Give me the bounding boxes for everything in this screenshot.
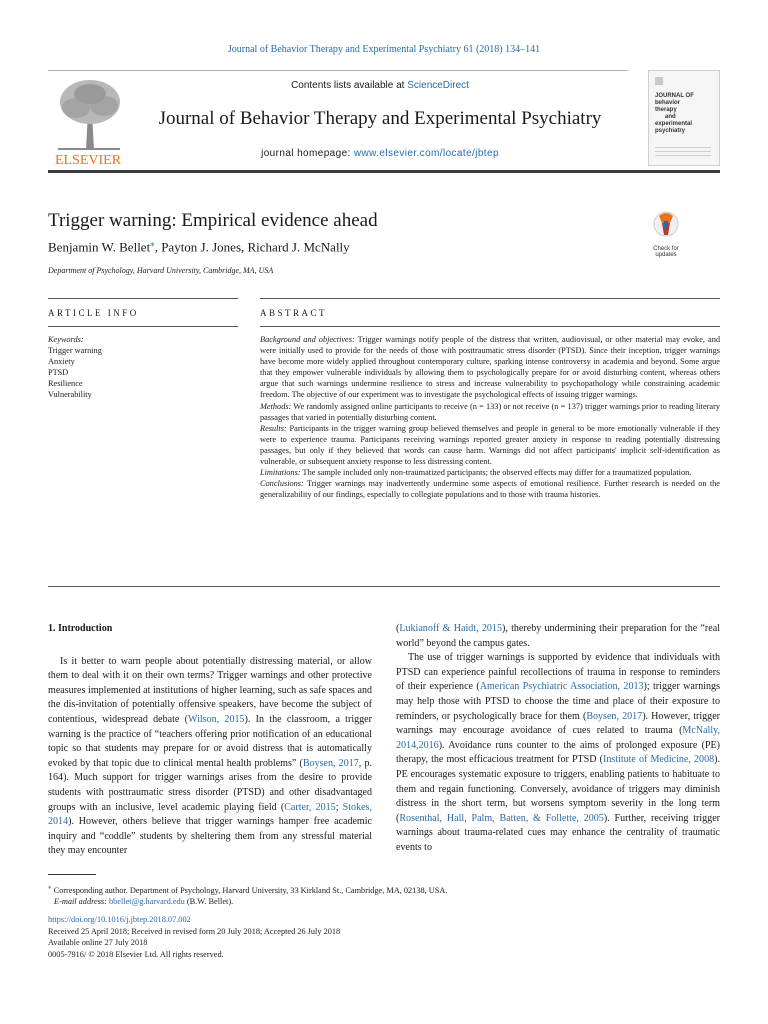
masthead-bottom-rule <box>48 170 720 173</box>
journal-title: Journal of Behavior Therapy and Experimental Psychiatry <box>158 108 602 129</box>
keywords-block <box>48 334 102 400</box>
journal-homepage <box>140 148 620 159</box>
abstract-section-text: Participants in the trigger warning group believed themselves and people in general to be more emotionally vulnerable if they were to experience trauma. Participants receiving warnings reported greater anxiety in response to reading potentially distressing passages, but only if they believed that words can cause harm. Warnings did not affect participants' implicit self-identification as vulnerable, or subsequent anxiety response to less distressing content. <box>260 423 720 467</box>
author-list <box>48 238 350 255</box>
masthead-top-rule <box>48 70 628 71</box>
keywords-label: Keywords: <box>48 335 84 344</box>
abstract-section-label: Limitations: <box>260 468 301 478</box>
body-text: ). However, others believe that trigger warnings hamper free academic inquiry and “coddle” students by sheltering them from any stressful material they may encounter <box>48 816 372 857</box>
article-info-heading-rule <box>48 326 238 327</box>
abstract-bottom-rule <box>48 586 720 587</box>
doi-link[interactable]: https://doi.org/10.1016/j.jbtep.2018.07.002 <box>48 915 191 924</box>
affiliation: Department of Psychology, Harvard University, Cambridge, MA, USA <box>48 266 274 275</box>
article-info-heading: ARTICLE INFO <box>48 308 139 318</box>
keyword-list <box>48 345 102 400</box>
citation-link[interactable]: Institute of Medicine, 2008 <box>602 754 715 766</box>
body-paragraph <box>396 651 720 855</box>
cover-title-line: JOURNAL OF <box>655 93 694 99</box>
abstract-section-text: We randomly assigned online participants to receive (n = 133) or not receive (n = 137) trigger warnings prior to reading literary passages that varied in potentially disturbing content. <box>260 401 720 422</box>
cover-title <box>655 93 715 135</box>
copyright: 0005-7916/ © 2018 Elsevier Ltd. All rights reserved. <box>48 949 224 959</box>
abstract-section-text: The sample included only non-traumatized participants; the observed effects may differ for a traumatized population. <box>300 468 692 478</box>
body-text: ); trigger warnings may help those with PTSD to choose the time and place of their exposure to reminders, or psychologically brace for them ( <box>396 681 720 722</box>
online-date: Available online 27 July 2018 <box>48 938 148 948</box>
elsevier-logo[interactable] <box>48 72 128 168</box>
journal-cover-thumbnail[interactable] <box>648 70 720 166</box>
abstract-section-text: Trigger warnings notify people of the distress that written, audiovisual, or other material may evoke, and were initially used to provide for the needs of those with posttraumatic stress disorder (PTSD). Since their inception, trigger warnings have become more widely applied throughout contemporary culture, sparking intense controversy in academia and beyond. Some argue that they empower vulnerable individuals by allowing them to psychologically prepare for or avoid disturbing content, whereas others argue that such warnings undermine resilience to stress and increase vulnerability to psychopathology while constraining academic freedom. The objective of our experiment was to investigate the psychological effects of issuing trigger warnings. <box>260 335 721 400</box>
check-for-updates-button[interactable] <box>648 211 684 258</box>
body-text: ). PE encourages systematic exposure to triggers, enabling patients to habituate to them and regain functioning. Conversely, avoidance of triggers may diminish distress in the short term, but worsens symptom severity in the long term ( <box>396 754 720 824</box>
keyword: Anxiety <box>48 357 75 366</box>
author-name[interactable]: Benjamin W. Bellet <box>48 239 151 255</box>
keyword: Vulnerability <box>48 390 92 399</box>
body-paragraph <box>48 655 372 859</box>
email-label: E-mail address: <box>54 896 109 906</box>
body-text: ). However, trigger warnings may encourage avoidance of cues related to trauma ( <box>396 710 721 737</box>
abstract-section <box>260 423 720 467</box>
svg-text:ELSEVIER: ELSEVIER <box>54 153 122 168</box>
abstract-section <box>260 467 720 478</box>
body-text: , p. 164). Much support for trigger warnings arises from the desire to provide students with posttraumatic stress disorder (PTSD) and other disadvantaged groups with an inclusive, level academic playing field ( <box>48 757 372 813</box>
author-names-rest[interactable]: , Payton J. Jones, Richard J. McNally <box>154 239 350 255</box>
keyword: Resilience <box>48 379 83 388</box>
abstract-heading: ABSTRACT <box>260 308 328 318</box>
article-info-top-rule <box>48 298 238 299</box>
abstract-section <box>260 401 720 423</box>
citation-link[interactable]: American Psychiatric Association, 2013 <box>479 681 644 693</box>
abstract-section-label: Methods: <box>260 401 292 411</box>
section-heading-introduction: 1. Introduction <box>48 623 113 634</box>
body-text: ). Further, receiving trigger warnings about trauma-related cues may enhance the centrality of traumatic events to <box>396 812 720 853</box>
body-text: ; <box>335 801 343 813</box>
abstract-top-rule <box>260 298 720 299</box>
abstract-section <box>260 334 720 401</box>
cover-title-line: and <box>665 114 676 120</box>
body-text: The use of trigger warnings is supported by evidence that individuals with PTSD can experience painful recollections of trauma in response to reminders of their experience ( <box>396 652 720 693</box>
body-paragraph <box>396 622 720 651</box>
abstract-section-text: Trigger warnings may inadvertently undermine some aspects of emotional resilience. Further research is needed on the generalizability of our findings, especially to collegiate populations and to those with trauma histories. <box>260 479 720 500</box>
cover-title-line: behavior <box>655 100 681 106</box>
body-column-left <box>48 622 372 859</box>
cover-title-line: psychiatry <box>655 128 686 134</box>
abstract-body <box>260 334 720 500</box>
cover-title-line: therapy <box>655 107 677 113</box>
citation-link[interactable]: Wilson, 2015 <box>188 713 245 725</box>
body-text: ). In the classroom, a trigger warning is the practice of “teachers offering prior notification of an educational topic so that students may prepare for or avoid distress that is automatically evoked by that topic due to clinical mental health problems” ( <box>48 713 372 769</box>
body-text: Is it better to warn people about potentially distressing material, or allow them to deal with it on their own terms? Trigger warnings and other protective measures implemented at institutions of higher learning, such as safe spaces and the dis-invitation of potentially offensive speakers, have become the subject of contentious, widespread debate ( <box>48 655 372 725</box>
cover-title-line: experimental <box>655 121 693 127</box>
article-title: Trigger warning: Empirical evidence ahead <box>48 210 378 231</box>
citation-link[interactable]: Stokes, 2014 <box>48 801 372 828</box>
received-dates: Received 25 April 2018; Received in revised form 20 July 2018; Accepted 26 July 2018 <box>48 926 341 936</box>
check-for-updates-label: Check for updates <box>653 246 679 258</box>
abstract-section-label: Conclusions: <box>260 479 304 489</box>
author-email-link[interactable]: bbellet@g.harvard.edu <box>109 896 185 906</box>
homepage-prefix: journal homepage: <box>261 148 354 159</box>
abstract-section <box>260 478 720 500</box>
cover-decor-line <box>655 151 711 152</box>
abstract-section-label: Background and objectives: <box>260 335 355 344</box>
homepage-link[interactable]: www.elsevier.com/locate/jbtep <box>353 148 499 159</box>
sciencedirect-link[interactable]: ScienceDirect <box>407 80 469 91</box>
body-column-right <box>396 622 720 856</box>
contents-prefix: Contents lists available at <box>291 80 408 91</box>
body-text: ( <box>396 623 400 634</box>
citation-link[interactable]: Rosenthal, Hall, Palm, Batten, & Follette, 2005 <box>399 812 604 824</box>
cover-logo-icon <box>655 77 663 85</box>
publication-info <box>48 914 720 960</box>
keyword: PTSD <box>48 368 69 377</box>
citation-link[interactable]: Boysen, 2017 <box>586 710 643 722</box>
body-text: ). Avoidance runs counter to the aims of prolonged exposure (PE) therapy, the most efficacious treatment for PTSD ( <box>396 739 720 766</box>
body-text: ), thereby undermining their preparation for the “real world” beyond the campus gates. <box>396 623 720 649</box>
footnote-mark: ⁎ <box>48 883 52 891</box>
footnote-rule <box>48 874 96 875</box>
crossmark-icon <box>653 211 679 241</box>
citation-link[interactable]: Lukianoff & Haidt, 2015 <box>399 623 502 634</box>
abstract-heading-rule <box>260 326 720 327</box>
elsevier-tree-icon <box>48 72 128 168</box>
running-head[interactable]: Journal of Behavior Therapy and Experimental Psychiatry 61 (2018) 134–141 <box>227 44 541 55</box>
contents-line <box>140 80 620 91</box>
corresponding-author-mark[interactable]: ⁎ <box>150 238 155 248</box>
email-suffix: (B.W. Bellet). <box>184 896 234 906</box>
citation-link[interactable]: McNally, 2014,2016 <box>396 725 720 751</box>
citation-link[interactable]: Carter, 2015 <box>284 801 336 813</box>
cover-decor-line <box>655 147 711 148</box>
corresponding-author-text: Corresponding author. Department of Psychology, Harvard University, 33 Kirkland St., Cambridge, MA, 02138, USA. <box>51 885 448 895</box>
corresponding-author-footnote <box>48 882 720 907</box>
cover-decor-line <box>655 155 711 156</box>
keyword: Trigger warning <box>48 346 102 355</box>
citation-link[interactable]: Boysen, 2017 <box>302 757 359 769</box>
abstract-section-label: Results: <box>260 423 287 433</box>
